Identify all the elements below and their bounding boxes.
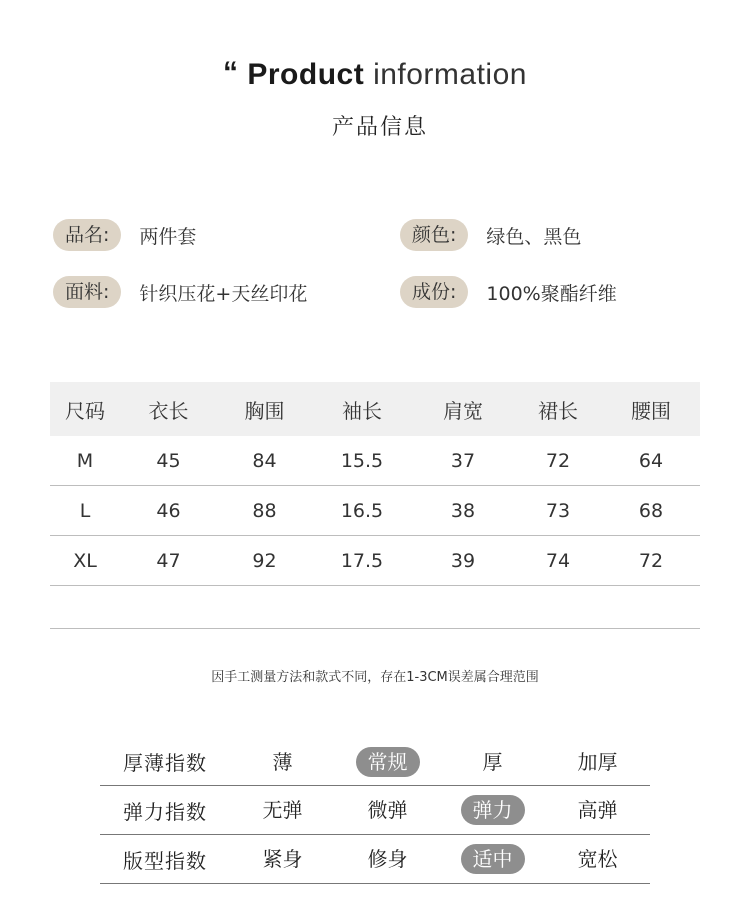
table-cell: 37: [450, 449, 476, 472]
table-cell: 47: [156, 549, 181, 572]
index-label: 弹力指数: [123, 799, 207, 824]
table-cell: 92: [252, 549, 277, 572]
info-fabric-value: 针织压花+天丝印花: [139, 282, 308, 305]
title-light: information: [373, 58, 527, 91]
table-cell: 16.5: [340, 499, 384, 522]
index-label: 版型指数: [123, 848, 207, 873]
table-row: [50, 486, 700, 536]
header-cell: 袖长: [342, 398, 382, 423]
index-table: [100, 738, 650, 884]
index-row-elasticity: [100, 786, 650, 835]
table-cell: 73: [545, 499, 571, 522]
table-cell: 88: [252, 499, 277, 522]
index-row-fit: [100, 835, 650, 884]
info-composition: [400, 276, 617, 308]
index-option: 加厚: [577, 749, 618, 774]
table-cell: M: [76, 449, 94, 472]
header-cell: 裙长: [538, 398, 578, 423]
index-option: 无弹: [262, 798, 303, 822]
section-subtitle: 产品信息: [331, 115, 428, 140]
info-name: [53, 219, 196, 251]
info-composition-value: 100%聚酯纤维: [486, 282, 617, 305]
table-cell: XL: [73, 549, 97, 572]
index-option: 宽松: [577, 847, 618, 871]
info-color-label: 颜色:: [400, 219, 468, 251]
index-option-selected: 适中: [461, 844, 525, 874]
header-cell: 腰围: [631, 398, 671, 423]
table-cell: L: [79, 499, 91, 522]
measurement-note: 因手工测量方法和款式不同，存在1-3CM误差属合理范围: [211, 670, 539, 685]
info-composition-label: 成份:: [400, 276, 468, 308]
table-cell: 72: [545, 449, 571, 472]
size-table: [50, 382, 700, 586]
table-bottom-divider: [50, 628, 700, 629]
table-row: [50, 536, 700, 586]
table-cell: 17.5: [340, 549, 384, 572]
title-bold: Product: [247, 58, 365, 91]
header-cell: 尺码: [65, 398, 105, 423]
table-cell: 64: [638, 449, 664, 472]
table-row: [50, 436, 700, 486]
index-option: 厚: [482, 749, 503, 774]
info-name-label: 品名:: [53, 219, 121, 251]
index-option: 修身: [367, 847, 408, 871]
section-title: [0, 56, 750, 92]
size-table-header: [50, 382, 700, 436]
info-name-value: 两件套: [139, 225, 197, 248]
table-cell: 84: [252, 449, 277, 472]
info-color: [400, 219, 581, 251]
index-row-thickness: [100, 738, 650, 786]
header-cell: 衣长: [148, 398, 189, 423]
index-label: 厚薄指数: [123, 751, 207, 775]
header-cell: 胸围: [244, 398, 285, 423]
index-option: 微弹: [367, 798, 408, 822]
table-cell: 74: [545, 549, 571, 572]
table-cell: 39: [450, 549, 476, 572]
table-cell: 38: [450, 499, 476, 522]
index-option-selected: 常规: [356, 747, 420, 777]
index-option: 薄: [272, 749, 293, 774]
table-cell: 72: [638, 549, 664, 572]
header-cell: 肩宽: [443, 398, 483, 423]
table-cell: 15.5: [340, 449, 384, 472]
info-color-value: 绿色、黑色: [486, 225, 582, 248]
table-cell: 45: [156, 449, 181, 472]
index-option-selected: 弹力: [461, 795, 525, 825]
index-option: 紧身: [262, 847, 303, 871]
info-fabric-label: 面料:: [53, 276, 121, 308]
table-cell: 46: [156, 499, 181, 522]
table-cell: 68: [638, 499, 664, 522]
index-option: 高弹: [577, 798, 618, 822]
info-fabric: [53, 276, 307, 308]
quote-mark: “: [223, 56, 239, 89]
